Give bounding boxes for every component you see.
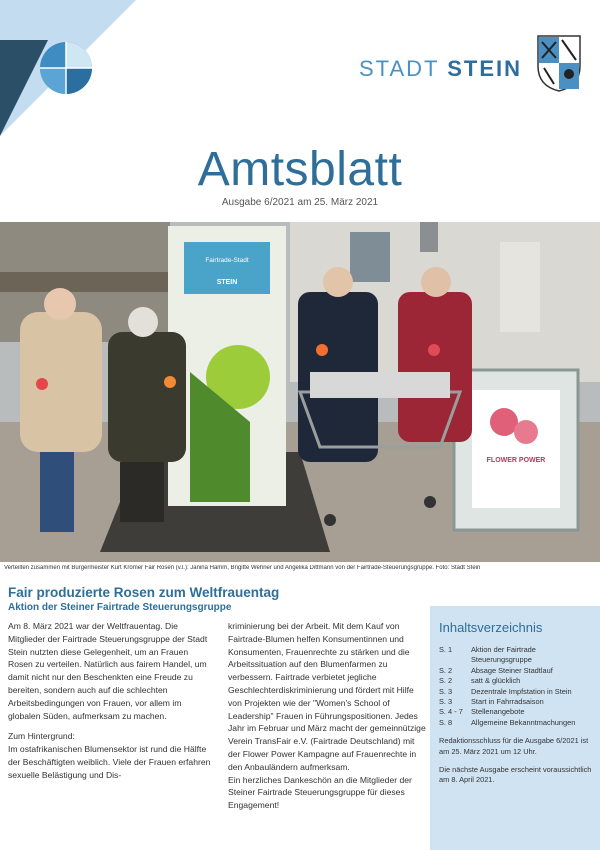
article-paragraph: kriminierung bei der Arbeit. Mit dem Kauf von Fairtrade-Blumen helfen Konsumentinnen und Konsumenten, Frauenrechte zu stärken und die Arbeitssituation auf den Blumenfarmen zu verbessern. Fairtrade verbietet jegliche Geschlechterdiskriminierung und fördert mit Hilfe von Projekten wie der "Women's School of Leadership" Frauen in Führungspositionen. Jedes Jahr im Februar und März macht der gemeinnützige Verein TransFair e.V. (Fairtrade Deutschland) mit der Flower Power Kampagne auf Frauenrechte in den Anbauländern aufmerksam. — [228, 621, 426, 772]
toc-item[interactable] — [439, 676, 592, 686]
brand-word-stein: STEIN — [447, 56, 522, 81]
brand-word-stadt: STADT — [358, 56, 440, 81]
article-subheading: Aktion der Steiner Fairtrade Steuerungsgruppe — [8, 602, 232, 613]
article-column-1 — [8, 620, 213, 790]
toc-item[interactable] — [439, 718, 592, 728]
issue-date: Ausgabe 6/2021 am 25. März 2021 — [221, 197, 379, 208]
deadline-note: Redaktionsschluss für die Ausgabe 6/2021 ist am 25. März 2021 um 12 Uhr. — [439, 736, 589, 756]
brand-wordmark — [359, 56, 522, 82]
next-issue-note: Die nächste Ausgabe erscheint voraussichtlich am 8. April 2021. — [439, 765, 592, 785]
toc-page: S. 8 — [439, 717, 453, 727]
flower-power-sign-text: FLOWER POWER — [486, 457, 546, 464]
toc-page: S. 1 — [439, 645, 453, 654]
article-paragraph: Am 8. März 2021 war der Weltfrauentag. Die Mitglieder der Fairtrade Steuerungsgruppe der Stadt Stein nutzten diese Gelegenheit, um an Frauen Rosen zu verteilen. Natürlich aus fairem Handel, um damit nicht nur den Beschenkten eine Freude zu bereiten, sondern auch auf die schlechten Arbeitsbedingungen von Frauen, vor allem im globalen Süden, aufmerksam zu machen. — [8, 621, 208, 721]
corner-emblem — [0, 0, 140, 140]
toc-label: Aktion der Fairtrade Steuerungsgruppe — [471, 645, 536, 665]
toc-heading: Inhaltsverzeichnis — [439, 620, 543, 635]
toc-label: Start in Fahrradsaison — [471, 697, 544, 707]
table-of-contents — [430, 606, 600, 850]
toc-item[interactable] — [439, 707, 592, 717]
page-title: Amtsblatt — [197, 143, 403, 196]
article-paragraph: Ein herzliches Dankeschön an die Mitglieder der Steiner Fairtrade Steuerungsgruppe für dieses Engagement! — [228, 774, 412, 811]
article-column-2 — [228, 620, 426, 820]
banner-name-text: STEIN — [216, 279, 238, 286]
article-photo — [0, 222, 600, 562]
toc-item[interactable] — [439, 697, 592, 707]
toc-page: S. 2 — [439, 665, 453, 675]
toc-page: S. 4 - 7 — [439, 707, 463, 717]
toc-label: Stellenangebote — [471, 707, 525, 717]
toc-item[interactable] — [439, 687, 592, 697]
toc-label: Allgemeine Bekanntmachungen — [471, 717, 576, 727]
photo-caption: Verteilten zusammen mit Bürgermeister Kurt Krömer Fair Rosen (v.l.): Janina Hamm, Brigitte Wehner und Angelika Dittmann von der Fairtrade-Steuerungsgruppe. Foto: Stadt Stein — [4, 565, 481, 571]
toc-item[interactable] — [439, 645, 592, 666]
toc-page: S. 3 — [439, 686, 453, 696]
article-paragraph: Zum Hintergrund: Im ostafrikanischen Blumensektor ist rund die Hälfte der Beschäftigten weiblich. Viele der Frauen erfahren sexuelle Belästigung und Dis- — [8, 731, 211, 780]
article-heading: Fair produzierte Rosen zum Weltfrauentag — [8, 585, 280, 600]
toc-page: S. 2 — [439, 676, 453, 686]
toc-page: S. 3 — [439, 697, 453, 707]
toc-label: Absage Steiner Stadtlauf — [471, 665, 553, 675]
toc-item[interactable] — [439, 666, 592, 676]
toc-label: Dezentrale Impfstation in Stein — [471, 686, 572, 696]
fairtrade-logo-icon — [40, 42, 92, 94]
toc-label: satt & glücklich — [471, 676, 521, 686]
banner-top-text: Fairtrade-Stadt — [205, 257, 249, 264]
city-crest-icon — [536, 34, 582, 92]
